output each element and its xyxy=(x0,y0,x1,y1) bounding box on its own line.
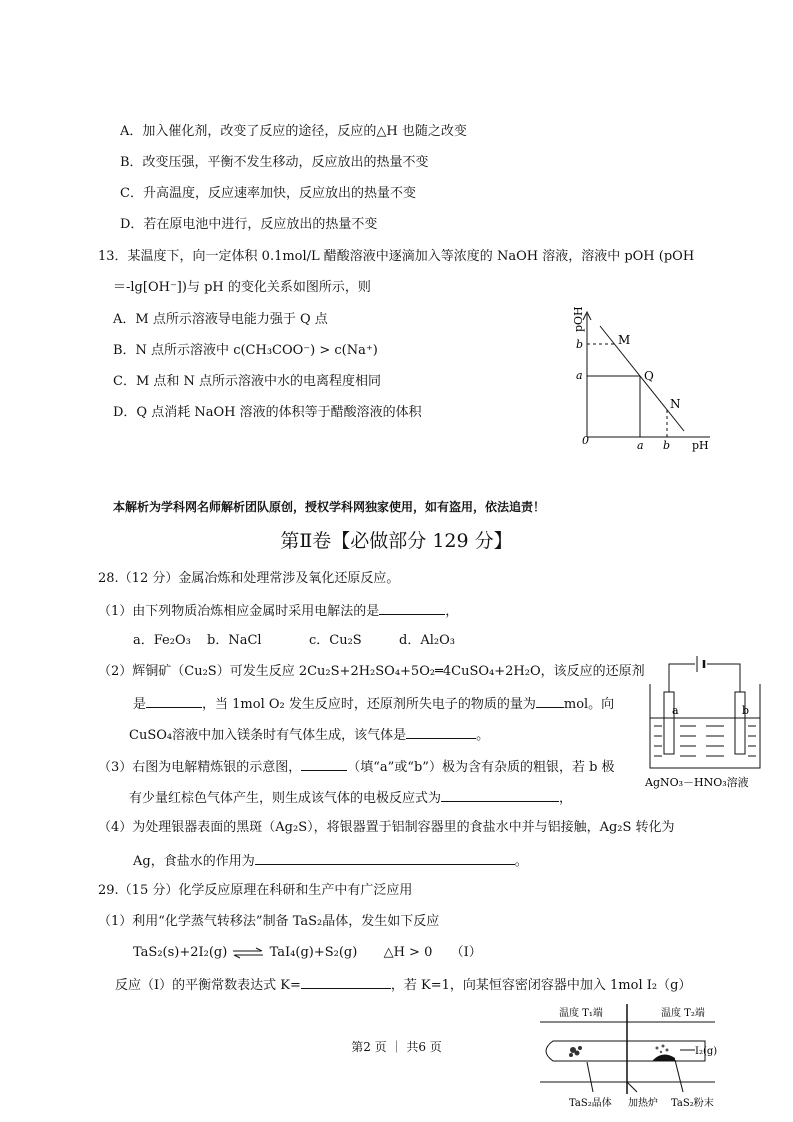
q28-choice-b: b．NaCl xyxy=(207,633,262,648)
wire-left xyxy=(669,664,695,692)
solution-caption: AgNO₃－HNO₃溶液 xyxy=(645,776,749,789)
q29-stem: 29.（15 分）化学反应原理在科研和生产中有广泛应用 xyxy=(98,883,413,898)
q28-part2-text4: CuSO₄溶液中加入镁条时有气体生成，该气体是 xyxy=(129,728,407,743)
q29-part1: （1）利用“化学蒸气转移法”制备 TaS₂晶体，发生如下反应 xyxy=(98,914,440,929)
vapor-transport-diagram xyxy=(525,1000,725,1122)
q28-part2-text2: ，当 1mol O₂ 发生反应时，还原剂所失电子的物质的量为 xyxy=(202,697,536,712)
q29-k-blank xyxy=(301,975,391,989)
q13-option-a: A．M 点所示溶液导电能力强于 Q 点 xyxy=(113,312,328,327)
q13-option-b: B．N 点所示溶液中 c(CH₃COO⁻) > c(Na⁺) xyxy=(113,343,378,358)
q28-equation-blank xyxy=(441,788,559,802)
q28-part1-end: ， xyxy=(445,604,459,619)
electrode-b xyxy=(735,692,745,754)
q28-part2-line1: （2）辉铜矿（Cu₂S）可发生反应 2Cu₂S+2H₂SO₄+5O₂═4CuSO₄+2H₂O，该反应的还原剂 xyxy=(98,664,645,679)
tas2-crystal-label: TaS₂晶体 xyxy=(569,1098,612,1109)
q28-part4-text2: 。 xyxy=(514,854,528,869)
q28-part2-text3: mol。向 xyxy=(563,697,615,712)
right-temp-label: 温度 T₂端 xyxy=(661,1008,705,1019)
wire-right xyxy=(707,664,740,692)
q28-role-blank xyxy=(255,851,515,865)
q29-equation xyxy=(133,944,482,962)
tas2-powder-label: TaS₂粉末 xyxy=(671,1098,714,1109)
tas2-powder xyxy=(653,1054,675,1061)
q28-electron-blank xyxy=(536,694,564,708)
x-axis-label: pH xyxy=(692,439,709,452)
q28-part2-text5: 。 xyxy=(476,728,490,743)
titration-curve xyxy=(600,326,684,431)
q28-part2-line3 xyxy=(129,725,489,745)
q28-stem: 28.（12 分）金属冶炼和处理常涉及氧化还原反应。 xyxy=(98,571,400,586)
q28-part2-text1: 是 xyxy=(133,697,147,712)
q29-part2-text1: 反应（I）的平衡常数表达式 K= xyxy=(115,978,301,993)
q28-choice-c: c．Cu₂S xyxy=(309,633,362,648)
point-n-label: N xyxy=(670,397,681,411)
q28-choice-a: a．Fe₂O₃ xyxy=(133,633,191,648)
q28-part1-blank xyxy=(379,601,445,615)
q28-part4-line1: （4）为处理银器表面的黑斑（Ag₂S），将银器置于铝制容器里的食盐水中并与铝接触，Ag₂S 转化为 xyxy=(98,820,675,835)
q13-option-d: D．Q 点消耗 NaOH 溶液的体积等于醋酸溶液的体积 xyxy=(113,405,422,420)
eq-enthalpy: △H > 0 xyxy=(383,945,433,960)
copyright-notice: 本解析为学科网名师解析团队原创，授权学科网独家使用，如有盗用，依法追责！ xyxy=(113,500,546,514)
origin-label: 0 xyxy=(582,434,589,447)
i2-gas-label: I₂(g) xyxy=(695,1046,718,1057)
point-m-label: M xyxy=(618,333,631,347)
furnace-label: 加热炉 xyxy=(628,1098,658,1109)
q28-part3-line2 xyxy=(129,788,572,808)
electrode-a-label: a xyxy=(672,704,679,717)
q28-part3-text1: （3）右图为电解精炼银的示意图， xyxy=(98,760,302,775)
left-temp-label: 温度 T₁端 xyxy=(559,1008,603,1019)
poh-ph-diagram xyxy=(560,300,720,455)
q12-option-a: A．加入催化剂，改变了反应的途径，反应的△H 也随之改变 xyxy=(120,124,467,139)
y-tick-a: a xyxy=(576,369,583,382)
q28-part3-text2: （填“a”或“b”）极为含有杂质的粗银，若 b 极 xyxy=(347,760,615,775)
eq-number: （I） xyxy=(450,945,482,960)
equilibrium-arrow-icon xyxy=(231,947,265,959)
q13-stem-line1: 13．某温度下，向一定体积 0.1mol/L 醋酸溶液中逐滴加入等浓度的 NaOH 溶液，溶液中 pOH (pOH xyxy=(98,249,695,264)
q28-part1 xyxy=(98,601,458,621)
q28-part2-line2 xyxy=(133,694,614,714)
q28-part4-line2 xyxy=(133,851,528,871)
electrode-a xyxy=(664,692,674,754)
eq-left: TaS₂(s)+2I₂(g) xyxy=(133,945,228,960)
q12-option-d: D．若在原电池中进行，反应放出的热量不变 xyxy=(120,217,378,232)
q28-part3-text4: ， xyxy=(559,791,573,806)
q12-option-c: C．升高温度，反应速率加快，反应放出的热量不变 xyxy=(120,186,416,201)
electrode-b-label: b xyxy=(742,704,750,717)
q13-stem-line2: ＝-lg[OH⁻])与 pH 的变化关系如图所示，则 xyxy=(113,280,371,295)
q28-gas-blank xyxy=(406,725,476,739)
q28-part4-text1: Ag，食盐水的作用为 xyxy=(133,854,255,869)
q12-option-b: B．改变压强，平衡不发生移动，反应放出的热量不变 xyxy=(120,155,429,170)
q13-option-c: C．M 点和 N 点所示溶液中水的电离程度相同 xyxy=(113,374,382,389)
q28-part3-text3: 有少量红棕色气体产生，则生成该气体的电极反应式为 xyxy=(129,791,442,806)
electrolysis-cell-diagram xyxy=(640,650,780,795)
y-tick-b: b xyxy=(576,338,584,351)
eq-right: TaI₄(g)+S₂(g) xyxy=(269,945,358,960)
page-footer: 第2 页 ｜ 共6 页 xyxy=(351,1040,442,1054)
q29-part2-text2: ，若 K=1，向某恒容密闭容器中加入 1mol I₂（g） xyxy=(390,978,692,993)
x-tick-b: b xyxy=(663,439,671,452)
point-q-label: Q xyxy=(644,369,654,383)
beaker xyxy=(650,684,760,768)
q28-electrode-blank xyxy=(301,757,347,771)
q28-choice-d: d．Al₂O₃ xyxy=(399,633,455,648)
x-tick-a: a xyxy=(637,439,644,452)
q28-reducer-blank xyxy=(146,694,202,708)
y-axis-label: pOH xyxy=(572,306,585,332)
section-title: 第Ⅱ卷【必做部分 129 分】 xyxy=(280,530,513,552)
q29-part2 xyxy=(115,975,691,995)
q28-part1-text: （1）由下列物质冶炼相应金属时采用电解法的是 xyxy=(98,604,380,619)
q28-part3-line1 xyxy=(98,757,615,777)
